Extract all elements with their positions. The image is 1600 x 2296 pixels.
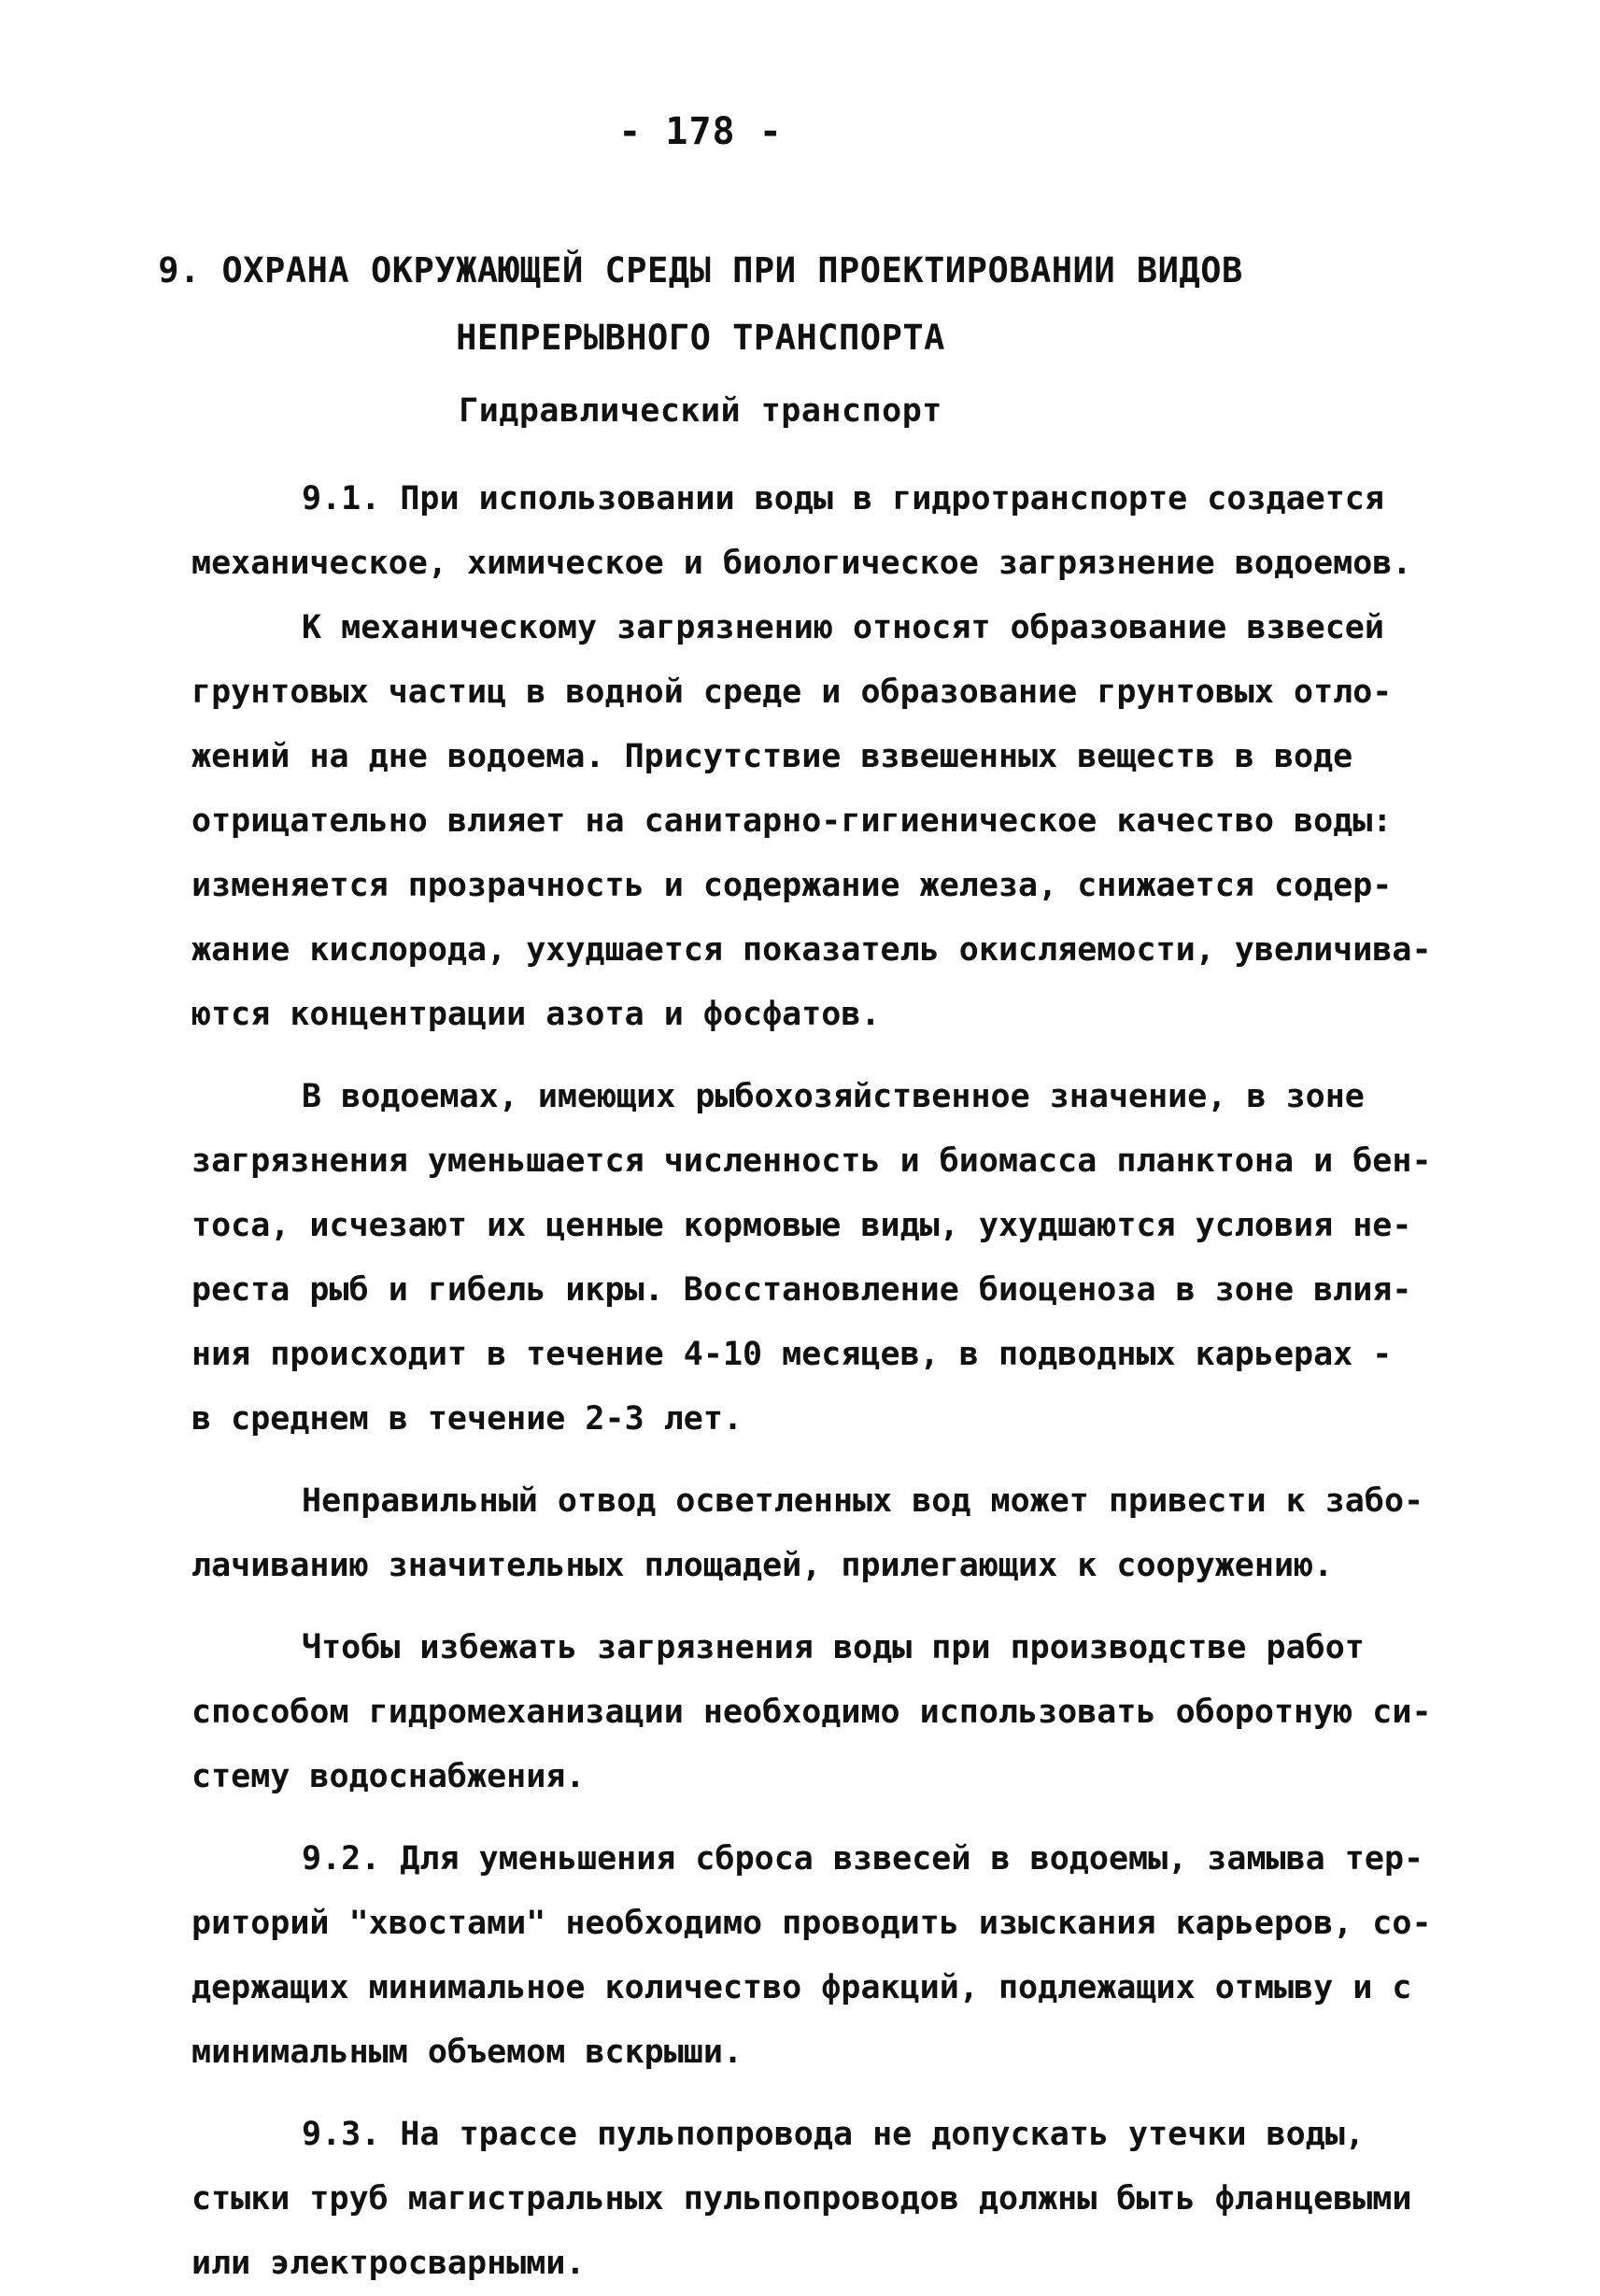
paragraph-line: реста рыб и гибель икры. Восстановление биоценоза в зоне влия- xyxy=(191,1271,1412,1309)
paragraph-line: грунтовых частиц в водной среде и образование грунтовых отло- xyxy=(191,673,1393,711)
paragraph-line: в среднем в течение 2-3 лет. xyxy=(191,1400,743,1438)
paragraph-line: жений на дне водоема. Присутствие взвешенных веществ в воде xyxy=(191,738,1353,775)
body-text xyxy=(191,467,1434,2296)
page-number: - 178 - xyxy=(618,110,783,153)
paragraph-line: изменяется прозрачность и содержание железа, снижается содер- xyxy=(191,867,1393,904)
paragraph-line: отрицательно влияет на санитарно-гигиеническое качество воды: xyxy=(191,802,1393,840)
paragraph-line: 9.2. Для уменьшения сброса взвесей в водоемы, замыва тер- xyxy=(302,1840,1424,1878)
paragraph-line: 9.1. При использовании воды в гидротранспорте создается xyxy=(302,480,1384,517)
paragraph-line: механическое, химическое и биологическое загрязнение водоемов. xyxy=(191,545,1412,582)
subsection-title: Гидравлический транспорт xyxy=(459,392,942,430)
paragraph-line: держащих минимальное количество фракций, подлежащих отмыву и с xyxy=(191,1969,1412,2006)
paragraph-line: загрязнения уменьшается численность и биомасса планктона и бен- xyxy=(191,1142,1432,1180)
paragraph-line: Чтобы избежать загрязнения воды при производстве работ xyxy=(302,1629,1365,1666)
paragraph-line: минимальным объемом вскрыши. xyxy=(191,2034,743,2071)
paragraph-line: ются концентрации азота и фосфатов. xyxy=(191,996,881,1033)
paragraph-line: лачиванию значительных площадей, прилегающих к сооружению. xyxy=(191,1547,1334,1584)
paragraph-line: способом гидромеханизации необходимо использовать оборотную си- xyxy=(191,1694,1432,1731)
paragraph-line: 9.3. На трассе пульпопровода не допускать утечки воды, xyxy=(302,2116,1365,2153)
paragraph-line: тоса, исчезают их ценные кормовые виды, ухудшаются условия не- xyxy=(191,1207,1412,1244)
paragraph-line: В водоемах, имеющих рыбохозяйственное значение, в зоне xyxy=(302,1078,1365,1115)
paragraph-line: риторий "хвостами" необходимо проводить изыскания карьеров, со- xyxy=(191,1905,1432,1942)
section-title-line-1: 9. ОХРАНА ОКРУЖАЮЩЕЙ СРЕДЫ ПРИ ПРОЕКТИРОВАНИИ ВИДОВ xyxy=(158,250,1243,291)
paragraph-line: Неправильный отвод осветленных вод может привести к забо- xyxy=(302,1482,1424,1520)
paragraph-line: стему водоснабжения. xyxy=(191,1758,586,1795)
section-title-line-2: НЕПРЕРЫВНОГО ТРАНСПОРТА xyxy=(456,318,945,358)
paragraph-line: К механическому загрязнению относят образование взвесей xyxy=(302,609,1384,646)
paragraph-line: или электросварными. xyxy=(191,2245,586,2282)
paragraph-line: стыки труб магистральных пульпопроводов должны быть фланцевыми xyxy=(191,2180,1412,2218)
paragraph-line: ния происходит в течение 4-10 месяцев, в подводных карьерах - xyxy=(191,1336,1393,1373)
paragraph-line: жание кислорода, ухудшается показатель окисляемости, увеличива- xyxy=(191,931,1432,969)
